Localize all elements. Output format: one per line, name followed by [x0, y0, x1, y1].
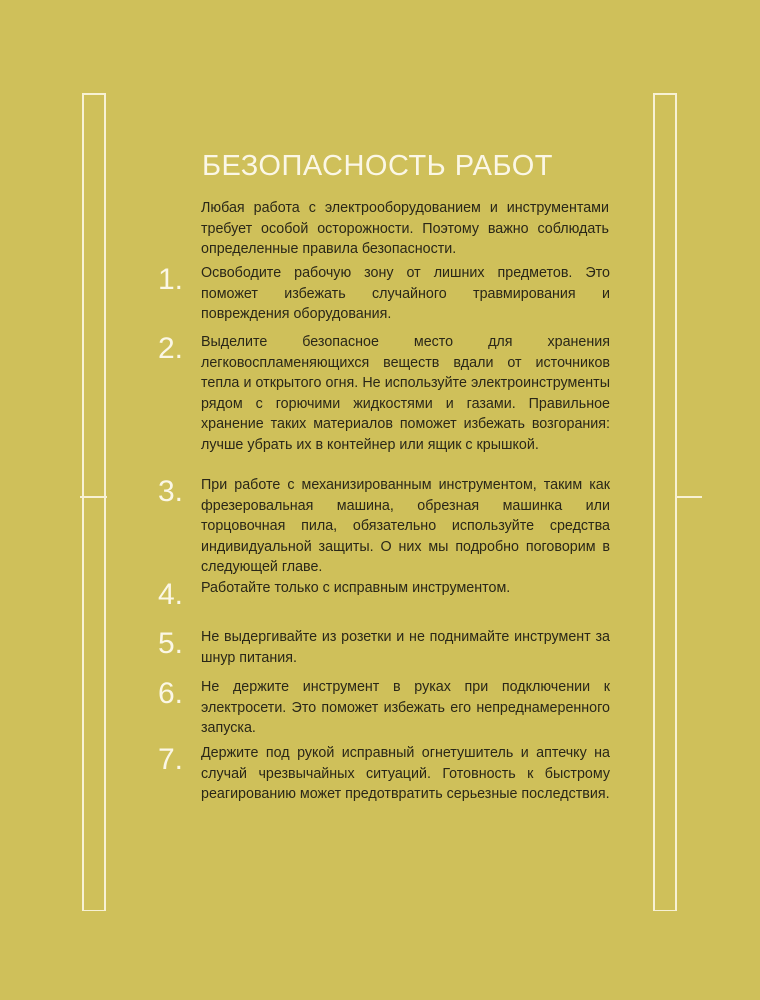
rule-text: Освободите рабочую зону от лишних предметов. Это поможет избежать случайного травмирования и повреждения оборудования.	[201, 265, 610, 322]
right-frame-decoration	[653, 93, 677, 911]
rule-text: Держите под рукой исправный огнетушитель и аптечку на случай чрезвычайных ситуаций. Готовность к быстрому реагированию может предотвратить серьезные последствия.	[201, 745, 610, 802]
rule-item-7	[158, 743, 610, 805]
rule-item-5	[158, 627, 610, 668]
rule-number: 2.	[158, 332, 184, 365]
rule-number: 3.	[158, 475, 184, 508]
page-title: БЕЗОПАСНОСТЬ РАБОТ	[202, 150, 553, 182]
rule-text: Выделите безопасное место для хранения легковоспламеняющихся веществ вдали от источников тепла и открытого огня. Не используйте электроинструменты рядом с горючими жидкостями и газами. Правильное хранение таких материалов поможет избежать возгорания: лучше убрать их в контейнер или ящик с крышкой.	[201, 334, 610, 453]
rule-text: Работайте только с исправным инструментом.	[201, 580, 511, 596]
rule-number: 4.	[158, 578, 184, 611]
rule-item-1	[158, 263, 610, 325]
rule-item-6	[158, 677, 610, 739]
intro-paragraph: Любая работа с электрооборудованием и инструментами требует особой осторожности. Поэтому важно соблюдать определенные правила безопасности.	[201, 200, 609, 257]
rule-number: 5.	[158, 627, 184, 660]
right-tick-mark	[675, 496, 702, 498]
rule-text: Не держите инструмент в руках при подключении к электросети. Это поможет избежать его непреднамеренного запуска.	[201, 679, 610, 736]
rule-item-3	[158, 475, 610, 578]
rule-text: Не выдергивайте из розетки и не поднимайте инструмент за шнур питания.	[201, 629, 610, 666]
rule-number: 7.	[158, 743, 184, 776]
rule-number: 6.	[158, 677, 184, 710]
left-frame-decoration	[82, 93, 106, 911]
rule-item-4	[158, 578, 610, 611]
rule-item-2	[158, 332, 610, 455]
rule-text: При работе с механизированным инструментом, таким как фрезеровальная машина, обрезная машинка или торцовочная пила, обязательно используйте средства индивидуальной защиты. О них мы подробно поговорим в следующей главе.	[201, 477, 610, 575]
rule-number: 1.	[158, 263, 184, 296]
left-tick-mark	[80, 496, 107, 498]
